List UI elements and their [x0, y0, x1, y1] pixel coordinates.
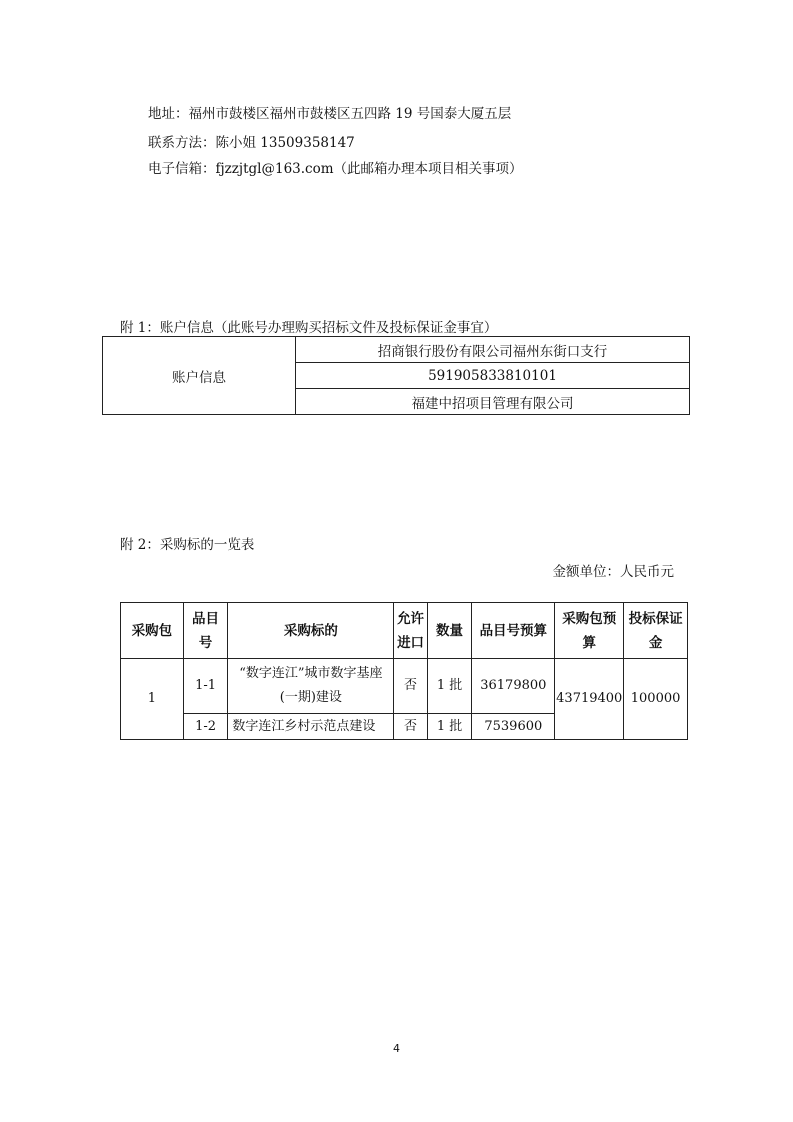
item-budget: 7539600: [472, 714, 555, 740]
header-package: 采购包: [121, 603, 184, 659]
account-name: 福建中招项目管理有限公司: [296, 389, 690, 415]
header-deposit-line1: 投标保证: [628, 610, 683, 627]
header-item-no-line1: 品目: [192, 610, 220, 627]
header-deposit: [624, 603, 688, 659]
item-quantity: 1 批: [427, 714, 472, 740]
account-label: 账户信息: [103, 337, 296, 415]
header-item-no: [183, 603, 228, 659]
table-row: [121, 659, 688, 714]
item-quantity: 1 批: [427, 659, 472, 714]
account-bank: 招商银行股份有限公司福州东街口支行: [296, 337, 690, 363]
account-table: [102, 336, 690, 415]
item-name: [228, 659, 394, 714]
currency-unit: 金额单位：人民币元: [552, 564, 674, 580]
header-package-budget-line2: 算: [582, 634, 596, 651]
header-import-line2: 进口: [397, 634, 425, 651]
header-subject: 采购标的: [228, 603, 394, 659]
header-import: [394, 603, 427, 659]
item-no: 1-2: [183, 714, 228, 740]
table-header-row: [121, 603, 688, 659]
item-import: 否: [394, 659, 427, 714]
account-note: 附 1：账户信息（此账号办理购买招标文件及投标保证金事宜）: [120, 320, 498, 336]
item-budget: 36179800: [472, 659, 555, 714]
header-quantity: 数量: [427, 603, 472, 659]
header-import-line1: 允许: [397, 610, 425, 627]
header-item-no-line2: 号: [198, 634, 213, 651]
package-number: 1: [121, 659, 184, 740]
item-name-line2: (一期)建设: [279, 690, 342, 705]
account-number: 591905833810101: [296, 363, 690, 389]
item-name: 数字连江乡村示范点建设: [228, 714, 394, 740]
header-package-budget-line1: 采购包预: [562, 610, 617, 627]
contact-email: 电子信箱：fjzzjtgl@163.com（此邮箱办理本项目相关事项）: [148, 161, 523, 177]
header-item-budget: 品目号预算: [472, 603, 555, 659]
header-deposit-line2: 金: [648, 634, 663, 651]
deposit-amount: 100000: [624, 659, 688, 740]
item-import: 否: [394, 714, 427, 740]
page-number: 4: [393, 1042, 400, 1055]
contact-address: 地址：福州市鼓楼区福州市鼓楼区五四路 19 号国泰大厦五层: [148, 106, 512, 122]
item-name-line1: “数字连江”城市数字基座: [239, 666, 383, 681]
procurement-table: [120, 602, 688, 740]
items-note: 附 2：采购标的一览表: [120, 537, 255, 553]
contact-phone: 联系方法：陈小姐 13509358147: [148, 135, 355, 151]
package-budget: 43719400: [555, 659, 624, 740]
header-package-budget: [555, 603, 624, 659]
item-no: 1-1: [183, 659, 228, 714]
